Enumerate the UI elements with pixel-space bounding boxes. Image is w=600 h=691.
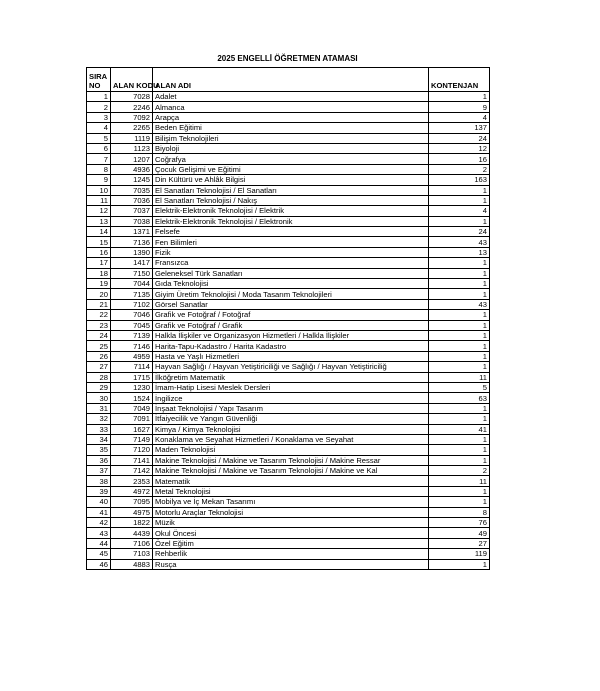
header-alan-adi: ALAN ADI — [153, 68, 429, 92]
cell-sira-no: 44 — [87, 538, 111, 548]
cell-sira-no: 17 — [87, 258, 111, 268]
table-row — [87, 258, 490, 268]
table-row — [87, 559, 490, 569]
cell-alan-adi: Fen Bilimleri — [153, 237, 429, 247]
cell-kontenjan: 1 — [429, 434, 490, 444]
cell-alan-adi: Matematik — [153, 476, 429, 486]
cell-kontenjan: 1 — [429, 279, 490, 289]
cell-sira-no: 27 — [87, 362, 111, 372]
cell-alan-adi: Fransızca — [153, 258, 429, 268]
cell-kontenjan: 1 — [429, 320, 490, 330]
cell-sira-no: 19 — [87, 279, 111, 289]
cell-sira-no: 20 — [87, 289, 111, 299]
cell-alan-kodu: 1123 — [111, 143, 153, 153]
cell-alan-adi: Coğrafya — [153, 154, 429, 164]
cell-alan-kodu: 1822 — [111, 518, 153, 528]
header-sira-line2: NO — [89, 81, 101, 90]
cell-kontenjan: 1 — [429, 445, 490, 455]
table-row — [87, 372, 490, 382]
cell-kontenjan: 1 — [429, 351, 490, 361]
table-row — [87, 164, 490, 174]
cell-alan-kodu: 7141 — [111, 455, 153, 465]
table-row — [87, 497, 490, 507]
cell-alan-adi: Giyim Üretim Teknolojisi / Moda Tasarım Teknolojileri — [153, 289, 429, 299]
cell-alan-adi: Halkla İlişkiler ve Organizasyon Hizmetleri / Halkla İlişkiler — [153, 330, 429, 340]
cell-alan-adi: Motorlu Araçlar Teknolojisi — [153, 507, 429, 517]
header-alan-kodu: ALAN KODU — [111, 68, 153, 92]
cell-alan-adi: El Sanatları Teknolojisi / Nakış — [153, 195, 429, 205]
cell-sira-no: 12 — [87, 206, 111, 216]
cell-alan-kodu: 7149 — [111, 434, 153, 444]
cell-sira-no: 6 — [87, 143, 111, 153]
cell-alan-adi: El Sanatları Teknolojisi / El Sanatları — [153, 185, 429, 195]
table-row — [87, 486, 490, 496]
table-row — [87, 434, 490, 444]
cell-kontenjan: 1 — [429, 92, 490, 102]
cell-kontenjan: 43 — [429, 237, 490, 247]
cell-sira-no: 5 — [87, 133, 111, 143]
table-row — [87, 382, 490, 392]
cell-kontenjan: 9 — [429, 102, 490, 112]
cell-alan-adi: İmam-Hatip Lisesi Meslek Dersleri — [153, 382, 429, 392]
cell-alan-adi: Gıda Teknolojisi — [153, 279, 429, 289]
cell-sira-no: 22 — [87, 310, 111, 320]
cell-alan-adi: İnşaat Teknolojisi / Yapı Tasarım — [153, 403, 429, 413]
cell-alan-adi: Grafik ve Fotoğraf / Grafik — [153, 320, 429, 330]
cell-alan-kodu: 1715 — [111, 372, 153, 382]
cell-kontenjan: 137 — [429, 123, 490, 133]
table-row — [87, 268, 490, 278]
cell-alan-kodu: 7028 — [111, 92, 153, 102]
allocation-table — [86, 67, 490, 570]
cell-alan-kodu: 2246 — [111, 102, 153, 112]
cell-sira-no: 10 — [87, 185, 111, 195]
cell-kontenjan: 11 — [429, 476, 490, 486]
table-row — [87, 362, 490, 372]
cell-alan-adi: Rehberlik — [153, 549, 429, 559]
table-row — [87, 216, 490, 226]
table-row — [87, 133, 490, 143]
table-row — [87, 549, 490, 559]
table-row — [87, 445, 490, 455]
cell-sira-no: 4 — [87, 123, 111, 133]
cell-alan-kodu: 1371 — [111, 227, 153, 237]
cell-alan-kodu: 7049 — [111, 403, 153, 413]
cell-alan-adi: Din Kültürü ve Ahlâk Bilgisi — [153, 175, 429, 185]
cell-alan-adi: İngilizce — [153, 393, 429, 403]
cell-kontenjan: 2 — [429, 466, 490, 476]
table-row — [87, 92, 490, 102]
table-row — [87, 154, 490, 164]
cell-kontenjan: 1 — [429, 362, 490, 372]
cell-alan-adi: Çocuk Gelişimi ve Eğitimi — [153, 164, 429, 174]
cell-kontenjan: 16 — [429, 154, 490, 164]
cell-kontenjan: 1 — [429, 497, 490, 507]
cell-alan-adi: Kimya / Kimya Teknolojisi — [153, 424, 429, 434]
cell-kontenjan: 24 — [429, 227, 490, 237]
table-row — [87, 476, 490, 486]
cell-kontenjan: 4 — [429, 112, 490, 122]
table-row — [87, 102, 490, 112]
cell-kontenjan: 12 — [429, 143, 490, 153]
cell-alan-kodu: 7114 — [111, 362, 153, 372]
cell-sira-no: 13 — [87, 216, 111, 226]
cell-sira-no: 8 — [87, 164, 111, 174]
table-row — [87, 424, 490, 434]
cell-alan-kodu: 7120 — [111, 445, 153, 455]
cell-kontenjan: 1 — [429, 310, 490, 320]
table-row — [87, 185, 490, 195]
cell-sira-no: 43 — [87, 528, 111, 538]
document-title: 2025 ENGELLİ ÖĞRETMEN ATAMASI — [217, 54, 358, 63]
cell-kontenjan: 76 — [429, 518, 490, 528]
cell-sira-no: 46 — [87, 559, 111, 569]
cell-sira-no: 42 — [87, 518, 111, 528]
cell-kontenjan: 1 — [429, 559, 490, 569]
cell-alan-kodu: 7139 — [111, 330, 153, 340]
cell-sira-no: 35 — [87, 445, 111, 455]
cell-sira-no: 39 — [87, 486, 111, 496]
cell-alan-kodu: 7150 — [111, 268, 153, 278]
header-kontenjan: KONTENJAN — [429, 68, 490, 92]
cell-alan-kodu: 7044 — [111, 279, 153, 289]
cell-sira-no: 37 — [87, 466, 111, 476]
cell-alan-kodu: 7092 — [111, 112, 153, 122]
table-row — [87, 299, 490, 309]
cell-kontenjan: 27 — [429, 538, 490, 548]
cell-sira-no: 31 — [87, 403, 111, 413]
cell-alan-kodu: 2353 — [111, 476, 153, 486]
cell-alan-adi: Geleneksel Türk Sanatları — [153, 268, 429, 278]
table-row — [87, 195, 490, 205]
cell-alan-adi: Hasta ve Yaşlı Hizmetleri — [153, 351, 429, 361]
cell-sira-no: 34 — [87, 434, 111, 444]
cell-sira-no: 1 — [87, 92, 111, 102]
cell-alan-kodu: 4883 — [111, 559, 153, 569]
table-row — [87, 403, 490, 413]
table-row — [87, 112, 490, 122]
cell-kontenjan: 1 — [429, 330, 490, 340]
cell-alan-adi: Okul Öncesi — [153, 528, 429, 538]
cell-alan-adi: Bilişim Teknolojileri — [153, 133, 429, 143]
cell-alan-kodu: 4972 — [111, 486, 153, 496]
cell-kontenjan: 1 — [429, 341, 490, 351]
table-row — [87, 206, 490, 216]
cell-alan-kodu: 1230 — [111, 382, 153, 392]
table-row — [87, 351, 490, 361]
cell-sira-no: 30 — [87, 393, 111, 403]
table-row — [87, 237, 490, 247]
table-row — [87, 455, 490, 465]
cell-alan-adi: Grafik ve Fotoğraf / Fotoğraf — [153, 310, 429, 320]
cell-alan-adi: Elektrik-Elektronik Teknolojisi / Elektrik — [153, 206, 429, 216]
cell-sira-no: 25 — [87, 341, 111, 351]
cell-kontenjan: 1 — [429, 258, 490, 268]
cell-kontenjan: 4 — [429, 206, 490, 216]
cell-kontenjan: 5 — [429, 382, 490, 392]
table-row — [87, 538, 490, 548]
cell-sira-no: 2 — [87, 102, 111, 112]
cell-sira-no: 32 — [87, 414, 111, 424]
table-row — [87, 393, 490, 403]
cell-kontenjan: 11 — [429, 372, 490, 382]
cell-alan-kodu: 4975 — [111, 507, 153, 517]
cell-alan-adi: İlköğretim Matematik — [153, 372, 429, 382]
table-row — [87, 247, 490, 257]
cell-alan-adi: Makine Teknolojisi / Makine ve Tasarım Teknolojisi / Makine ve Kal — [153, 466, 429, 476]
cell-alan-adi: Beden Eğitimi — [153, 123, 429, 133]
cell-sira-no: 41 — [87, 507, 111, 517]
cell-alan-kodu: 4439 — [111, 528, 153, 538]
cell-sira-no: 18 — [87, 268, 111, 278]
cell-alan-adi: Müzik — [153, 518, 429, 528]
table-row — [87, 414, 490, 424]
table-row — [87, 528, 490, 538]
cell-alan-kodu: 1627 — [111, 424, 153, 434]
cell-alan-adi: Makine Teknolojisi / Makine ve Tasarım Teknolojisi / Makine Ressar — [153, 455, 429, 465]
cell-alan-kodu: 7091 — [111, 414, 153, 424]
cell-alan-adi: Almanca — [153, 102, 429, 112]
cell-alan-adi: Mobilya ve İç Mekan Tasarımı — [153, 497, 429, 507]
cell-alan-adi: Maden Teknolojisi — [153, 445, 429, 455]
cell-sira-no: 7 — [87, 154, 111, 164]
cell-kontenjan: 1 — [429, 486, 490, 496]
cell-sira-no: 29 — [87, 382, 111, 392]
cell-alan-adi: İtfaiyecilik ve Yangın Güvenliği — [153, 414, 429, 424]
cell-sira-no: 36 — [87, 455, 111, 465]
cell-kontenjan: 13 — [429, 247, 490, 257]
cell-kontenjan: 63 — [429, 393, 490, 403]
cell-alan-kodu: 7036 — [111, 195, 153, 205]
cell-alan-kodu: 2265 — [111, 123, 153, 133]
cell-alan-adi: Hayvan Sağlığı / Hayvan Yetiştiriciliği ve Sağlığı / Hayvan Yetiştiriciliğ — [153, 362, 429, 372]
table-row — [87, 175, 490, 185]
cell-alan-kodu: 1119 — [111, 133, 153, 143]
cell-kontenjan: 1 — [429, 268, 490, 278]
cell-alan-kodu: 7095 — [111, 497, 153, 507]
cell-alan-adi: Görsel Sanatlar — [153, 299, 429, 309]
cell-alan-kodu: 7142 — [111, 466, 153, 476]
cell-sira-no: 33 — [87, 424, 111, 434]
cell-alan-kodu: 1245 — [111, 175, 153, 185]
cell-alan-adi: Fizik — [153, 247, 429, 257]
table-row — [87, 123, 490, 133]
cell-kontenjan: 1 — [429, 185, 490, 195]
cell-alan-kodu: 1524 — [111, 393, 153, 403]
cell-alan-adi: Harita-Tapu-Kadastro / Harita Kadastro — [153, 341, 429, 351]
cell-sira-no: 21 — [87, 299, 111, 309]
cell-sira-no: 26 — [87, 351, 111, 361]
cell-kontenjan: 2 — [429, 164, 490, 174]
cell-sira-no: 28 — [87, 372, 111, 382]
cell-kontenjan: 43 — [429, 299, 490, 309]
cell-alan-adi: Rusça — [153, 559, 429, 569]
cell-alan-kodu: 1390 — [111, 247, 153, 257]
table-row — [87, 330, 490, 340]
cell-kontenjan: 1 — [429, 195, 490, 205]
cell-alan-kodu: 7135 — [111, 289, 153, 299]
cell-sira-no: 9 — [87, 175, 111, 185]
cell-alan-kodu: 7035 — [111, 185, 153, 195]
table-row — [87, 320, 490, 330]
cell-sira-no: 16 — [87, 247, 111, 257]
cell-alan-adi: Metal Teknolojisi — [153, 486, 429, 496]
cell-alan-adi: Özel Eğitim — [153, 538, 429, 548]
table-row — [87, 507, 490, 517]
cell-alan-kodu: 7103 — [111, 549, 153, 559]
cell-kontenjan: 24 — [429, 133, 490, 143]
table-row — [87, 143, 490, 153]
cell-sira-no: 40 — [87, 497, 111, 507]
cell-sira-no: 24 — [87, 330, 111, 340]
table-row — [87, 310, 490, 320]
table-header-row — [87, 68, 490, 92]
cell-alan-kodu: 7038 — [111, 216, 153, 226]
cell-kontenjan: 163 — [429, 175, 490, 185]
table-row — [87, 341, 490, 351]
cell-alan-kodu: 1417 — [111, 258, 153, 268]
table-row — [87, 227, 490, 237]
cell-sira-no: 11 — [87, 195, 111, 205]
cell-alan-kodu: 7046 — [111, 310, 153, 320]
table-row — [87, 289, 490, 299]
cell-alan-kodu: 4959 — [111, 351, 153, 361]
cell-kontenjan: 1 — [429, 403, 490, 413]
cell-sira-no: 38 — [87, 476, 111, 486]
cell-alan-adi: Elektrik-Elektronik Teknolojisi / Elektronik — [153, 216, 429, 226]
cell-alan-kodu: 7045 — [111, 320, 153, 330]
cell-alan-kodu: 7037 — [111, 206, 153, 216]
cell-alan-adi: Biyoloji — [153, 143, 429, 153]
cell-sira-no: 23 — [87, 320, 111, 330]
cell-sira-no: 14 — [87, 227, 111, 237]
cell-kontenjan: 49 — [429, 528, 490, 538]
cell-kontenjan: 1 — [429, 414, 490, 424]
cell-alan-kodu: 1207 — [111, 154, 153, 164]
cell-alan-kodu: 7136 — [111, 237, 153, 247]
table-row — [87, 518, 490, 528]
table-row — [87, 279, 490, 289]
cell-alan-kodu: 4936 — [111, 164, 153, 174]
cell-kontenjan: 1 — [429, 216, 490, 226]
cell-kontenjan: 119 — [429, 549, 490, 559]
cell-alan-adi: Arapça — [153, 112, 429, 122]
cell-sira-no: 45 — [87, 549, 111, 559]
cell-alan-adi: Felsefe — [153, 227, 429, 237]
table-row — [87, 466, 490, 476]
cell-kontenjan: 41 — [429, 424, 490, 434]
cell-alan-kodu: 7146 — [111, 341, 153, 351]
cell-alan-adi: Konaklama ve Seyahat Hizmetleri / Konaklama ve Seyahat — [153, 434, 429, 444]
cell-kontenjan: 1 — [429, 455, 490, 465]
cell-sira-no: 3 — [87, 112, 111, 122]
cell-kontenjan: 1 — [429, 289, 490, 299]
cell-sira-no: 15 — [87, 237, 111, 247]
cell-alan-adi: Adalet — [153, 92, 429, 102]
header-sira-no — [87, 68, 111, 92]
cell-kontenjan: 8 — [429, 507, 490, 517]
cell-alan-kodu: 7106 — [111, 538, 153, 548]
table-body — [87, 92, 490, 570]
header-sira-line1: SIRA — [89, 72, 108, 81]
cell-alan-kodu: 7102 — [111, 299, 153, 309]
